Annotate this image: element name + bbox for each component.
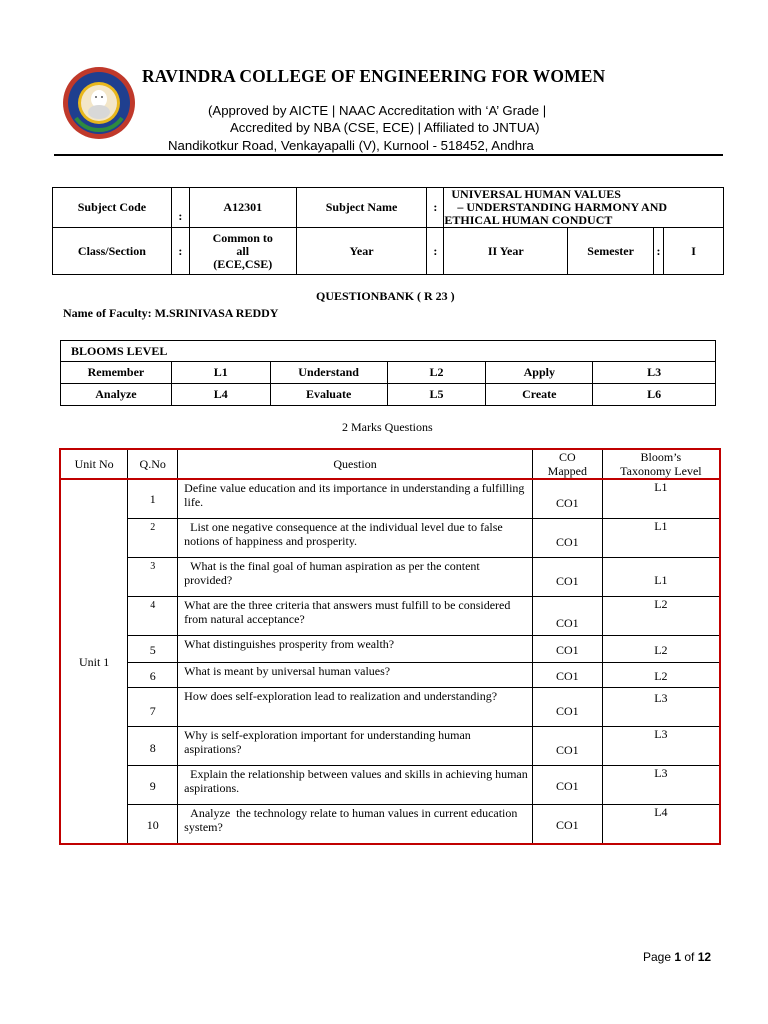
question-cell: List one negative consequence at the individual level due to false notions of happiness and prosperity. — [178, 518, 533, 557]
class-value — [189, 228, 296, 275]
colon: : — [171, 228, 189, 275]
blooms-cell: L5 — [387, 384, 486, 406]
question-cell: Explain the relationship between values and skills in achieving human aspirations. — [178, 765, 533, 804]
co-cell: CO1 — [532, 662, 602, 687]
subject-name-line: – UNDERSTANDING HARMONY AND — [457, 200, 668, 214]
blooms-level-cell: L2 — [602, 596, 720, 635]
qno-cell: 5 — [128, 635, 178, 662]
qno-header: Q.No — [128, 449, 178, 479]
table-row — [60, 635, 720, 662]
blooms-row — [61, 362, 716, 384]
question-bank-title: QUESTIONBANK ( R 23 ) — [316, 289, 455, 303]
co-cell: CO1 — [532, 765, 602, 804]
co-cell: CO1 — [532, 804, 602, 844]
blooms-header-line: Bloom’s — [640, 450, 682, 464]
blooms-cell: Remember — [61, 362, 172, 384]
blooms-cell: Analyze — [61, 384, 172, 406]
faculty-name: Name of Faculty: M.SRINIVASA REDDY — [63, 306, 279, 320]
blooms-level-table — [60, 340, 716, 406]
blooms-header-row — [61, 341, 716, 362]
blooms-header — [602, 449, 720, 479]
page-of: of — [681, 950, 698, 964]
qno-cell: 6 — [128, 662, 178, 687]
page-total: 12 — [697, 950, 712, 964]
blooms-cell: Create — [486, 384, 593, 406]
co-cell: CO1 — [532, 518, 602, 557]
colon: : — [427, 228, 444, 275]
table-row — [60, 596, 720, 635]
co-header — [532, 449, 602, 479]
table-row — [60, 687, 720, 726]
question-cell: What distinguishes prosperity from wealth? — [178, 635, 533, 662]
subject-row — [53, 188, 724, 228]
qno-cell: 2 — [128, 518, 178, 557]
question-cell: Define value education and its importance in understanding a fulfilling life. — [178, 479, 533, 518]
blooms-level-cell: L4 — [602, 804, 720, 844]
co-header-line: CO — [559, 450, 576, 464]
subject-info-table — [52, 187, 724, 275]
page-word: Page — [643, 950, 675, 964]
co-cell: CO1 — [532, 596, 602, 635]
table-row — [60, 804, 720, 844]
co-cell: CO1 — [532, 635, 602, 662]
colon: : — [427, 188, 444, 228]
questions-header-row — [60, 449, 720, 479]
year-label: Year — [296, 228, 427, 275]
class-row — [53, 228, 724, 275]
subject-name-label: Subject Name — [296, 188, 427, 228]
blooms-cell: L1 — [171, 362, 270, 384]
blooms-cell: Evaluate — [270, 384, 387, 406]
header-divider — [54, 154, 723, 156]
class-line: all — [236, 243, 250, 258]
marks-section-title: 2 Marks Questions — [342, 420, 433, 434]
college-logo — [62, 66, 136, 140]
class-line: Common to — [212, 230, 273, 245]
subject-code: A12301 — [189, 188, 296, 228]
blooms-cell: Understand — [270, 362, 387, 384]
table-row — [60, 518, 720, 557]
blooms-header-line: Taxonomy Level — [620, 464, 702, 478]
co-cell: CO1 — [532, 726, 602, 765]
qno-cell: 1 — [128, 479, 178, 518]
blooms-cell: L6 — [593, 384, 716, 406]
subject-name — [444, 188, 724, 228]
question-cell: Analyze the technology relate to human values in current education system? — [178, 804, 533, 844]
page-current: 1 — [674, 950, 682, 964]
blooms-row — [61, 384, 716, 406]
co-cell: CO1 — [532, 479, 602, 518]
co-cell: CO1 — [532, 557, 602, 596]
approval-line: (Approved by AICTE | NAAC Accreditation with ‘A’ Grade | — [208, 103, 547, 118]
subject-name-line: UNIVERSAL HUMAN VALUES — [451, 187, 621, 201]
semester-value: I — [664, 228, 724, 275]
page-number — [643, 950, 711, 964]
class-line: (ECE,CSE) — [213, 256, 273, 271]
question-header: Question — [178, 449, 533, 479]
semester-label: Semester — [568, 228, 654, 275]
blooms-level-cell: L1 — [602, 479, 720, 518]
qno-cell: 9 — [128, 765, 178, 804]
table-row — [60, 726, 720, 765]
question-cell: What is the final goal of human aspiration as per the content provided? — [178, 557, 533, 596]
table-row — [60, 479, 720, 518]
blooms-level-cell: L1 — [602, 518, 720, 557]
unit-header: Unit No — [60, 449, 128, 479]
qno-cell: 10 — [128, 804, 178, 844]
blooms-level-cell: L3 — [602, 687, 720, 726]
qno-cell: 4 — [128, 596, 178, 635]
qno-cell: 8 — [128, 726, 178, 765]
question-cell: What is meant by universal human values? — [178, 662, 533, 687]
subject-name-line: ETHICAL HUMAN CONDUCT — [444, 213, 613, 227]
blooms-level-cell: L1 — [602, 557, 720, 596]
question-cell: How does self-exploration lead to realization and understanding? — [178, 687, 533, 726]
colon: : — [171, 188, 189, 228]
college-name: RAVINDRA COLLEGE OF ENGINEERING FOR WOMEN — [142, 66, 606, 86]
blooms-level-cell: L2 — [602, 662, 720, 687]
co-header-line: Mapped — [547, 464, 587, 478]
blooms-cell: Apply — [486, 362, 593, 384]
unit-cell: Unit 1 — [60, 479, 128, 844]
blooms-level-cell: L3 — [602, 726, 720, 765]
class-label: Class/Section — [53, 228, 172, 275]
blooms-level-cell: L3 — [602, 765, 720, 804]
accreditation-line: Accredited by NBA (CSE, ECE) | Affiliated to JNTUA) — [230, 120, 540, 135]
questions-table — [59, 448, 721, 845]
blooms-title: BLOOMS LEVEL — [61, 341, 716, 362]
year-value: II Year — [444, 228, 568, 275]
blooms-cell: L3 — [593, 362, 716, 384]
subject-code-label: Subject Code — [53, 188, 172, 228]
table-row — [60, 765, 720, 804]
question-cell: What are the three criteria that answers must fulfill to be considered from natural acceptance? — [178, 596, 533, 635]
co-cell: CO1 — [532, 687, 602, 726]
address-line: Nandikotkur Road, Venkayapalli (V), Kurnool - 518452, Andhra — [168, 138, 534, 153]
colon: : — [654, 228, 664, 275]
blooms-cell: L2 — [387, 362, 486, 384]
blooms-cell: L4 — [171, 384, 270, 406]
question-cell: Why is self-exploration important for understanding human aspirations? — [178, 726, 533, 765]
qno-cell: 7 — [128, 687, 178, 726]
table-row — [60, 557, 720, 596]
blooms-level-cell: L2 — [602, 635, 720, 662]
table-row — [60, 662, 720, 687]
qno-cell: 3 — [128, 557, 178, 596]
